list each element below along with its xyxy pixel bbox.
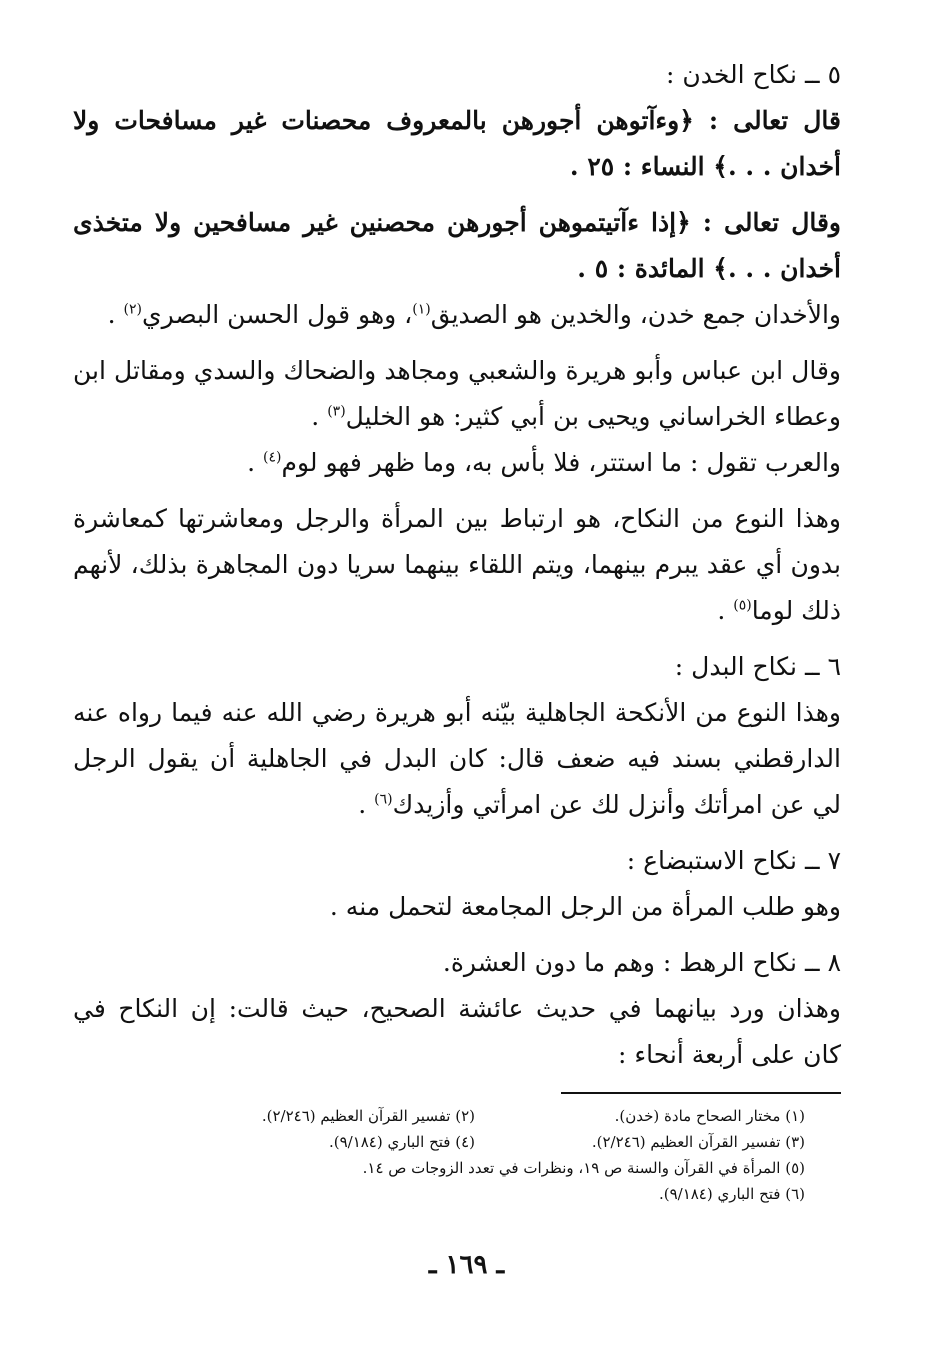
verse-nisa-line-1: قال تعالى : ﴿وءآتوهن أجورهن بالمعروف محصنات غير مسافحات ولا — [73, 106, 841, 135]
footnote-divider — [561, 1092, 841, 1094]
paragraph-arab-saying: والعرب تقول : ما استتر، فلا بأس به، وما ظهر فهو لوم$^{(٤)}$ . — [247, 448, 841, 477]
paragraph-ibn-abbas-line-1: وقال ابن عباس وأبو هريرة والشعبي ومجاهد والضحاك والسدي ومقاتل ابن — [73, 356, 841, 385]
footnotes — [105, 1103, 805, 1207]
footnote-row-2 — [105, 1129, 805, 1155]
footnote-row-1 — [105, 1103, 805, 1129]
paragraph-aisha-line-1: وهذان ورد بيانهما في حديث عائشة الصحيح، حيث قالت: إن النكاح في — [73, 994, 841, 1023]
footnote-6: (٦) فتح الباري (٩/١٨٤). — [658, 1185, 805, 1203]
footnote-2: (٢) تفسير القرآن العظيم (٢/٢٤٦). — [261, 1107, 475, 1125]
footnote-mark-3: (٣) — [327, 403, 346, 420]
footnote-1: (١) مختار الصحاح مادة (خدن). — [614, 1107, 805, 1125]
paragraph-aisha-line-2: كان على أربعة أنحاء : — [618, 1040, 841, 1069]
footnote-mark-4: (٤) — [263, 449, 282, 466]
paragraph-type-line-2: بدون أي عقد يبرم بينهما، ويتم اللقاء بينهما سريا دون المجاهرة بذلك، لأنهم — [73, 550, 841, 579]
paragraph-type-line-3: ذلك لوما$^{(٥)}$ . — [717, 596, 841, 625]
paragraph-badal-line-3: لي عن امرأتك وأنزل لك عن امرأتي وأزيدك$^{(٦)}$ . — [358, 790, 841, 819]
verse-maida-line-2: أخدان . . .﴾ المائدة : ٥ . — [577, 254, 841, 283]
paragraph-istibda: وهو طلب المرأة من الرجل المجامعة لتحمل منه . — [329, 892, 841, 921]
heading-badal: ٦ ــ نكاح البدل : — [674, 652, 841, 681]
footnote-mark-5: (٥) — [733, 597, 752, 614]
page-number: ـ ١٦٩ ـ — [428, 1250, 505, 1280]
paragraph-ibn-abbas-line-2: وعطاء الخراساني ويحيى بن أبي كثير: هو الخليل$^{(٣)}$ . — [311, 402, 841, 431]
verse-nisa-line-2: أخدان . . .﴾ النساء : ٢٥ . — [569, 152, 841, 181]
heading-istibda: ٧ ــ نكاح الاستبضاع : — [626, 846, 841, 875]
paragraph-badal-line-2: الدارقطني بسند فيه ضعف قال: كان البدل في الجاهلية أن يقول الرجل — [73, 744, 841, 773]
footnote-row-3 — [105, 1155, 805, 1181]
footnote-mark-6: (٦) — [374, 791, 393, 808]
footnote-mark-1: (١) — [412, 301, 431, 318]
paragraph-akhdan: والأخدان جمع خدن، والخدين هو الصديق$^{(١)}$، وهو قول الحسن البصري$^{(٢)}$ . — [107, 300, 841, 329]
footnote-5: (٥) المرأة في القرآن والسنة ص ١٩، ونظرات في تعدد الزوجات ص ١٤. — [362, 1159, 805, 1177]
footnote-row-4 — [105, 1181, 805, 1207]
paragraph-badal-line-1: وهذا النوع من الأنكحة الجاهلية بيّنه أبو هريرة رضي الله عنه فيما رواه عنه — [73, 698, 841, 727]
verse-maida-line-1: وقال تعالى : ﴿إذا ءآتيتموهن أجورهن محصنين غير مسافحين ولا متخذى — [73, 208, 841, 237]
heading-khidn: ٥ ــ نكاح الخدن : — [666, 60, 841, 89]
paragraph-type-line-1: وهذا النوع من النكاح، هو ارتباط بين المرأة والرجل ومعاشرتها كمعاشرة — [73, 504, 841, 533]
body-text — [73, 52, 841, 1078]
footnote-3: (٣) تفسير القرآن العظيم (٢/٢٤٦). — [591, 1133, 805, 1151]
footnote-mark-2: (٢) — [123, 301, 142, 318]
footnote-4: (٤) فتح الباري (٩/١٨٤). — [328, 1133, 475, 1151]
heading-raht: ٨ ــ نكاح الرهط : وهم ما دون العشرة. — [442, 948, 841, 977]
